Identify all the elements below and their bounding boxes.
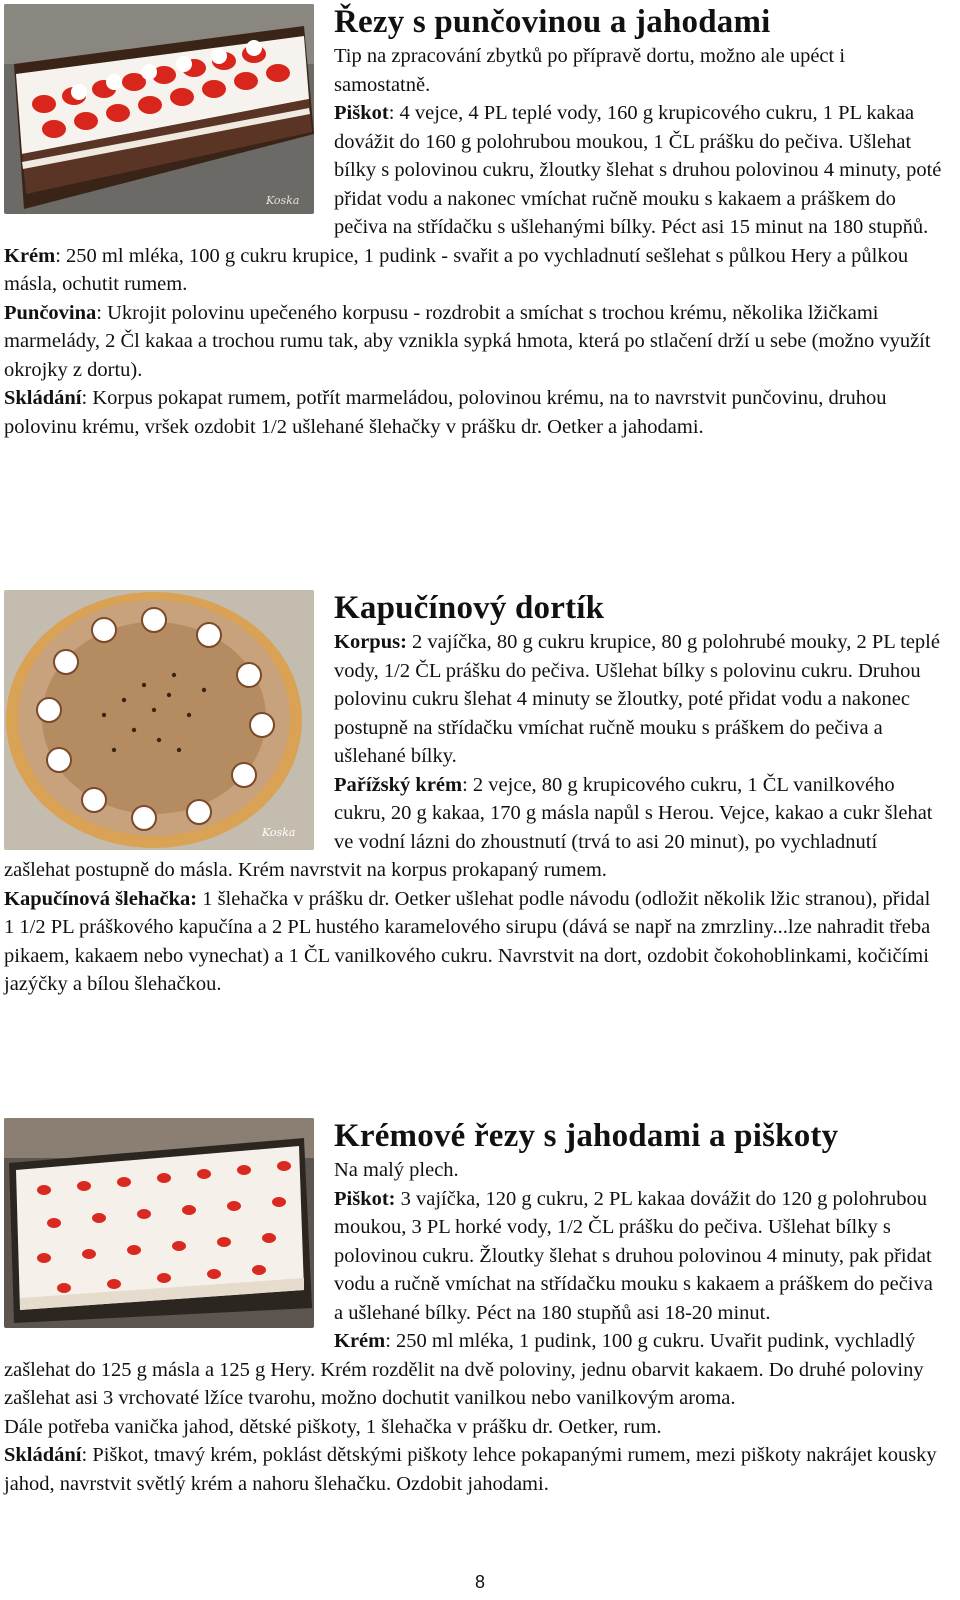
recipe-3-intro: Na malý plech. [334,1159,459,1181]
recipe-3-label-skladani: Skládání [4,1444,82,1466]
recipe-2-photo-signature: Koska [262,826,296,839]
recipe-2-text-kapucinova-slehacka: 1 šlehačka v prášku dr. Oetker ušlehat podle návodu (odložit několik lžic stranou), přidal 1 1/2 PL práškového kapučína a 2 PL hustého karamelového sirupu (dává se např na zmrzliny...lze nahradit třeba pikaem, kakaem nebo vynechat) a 1 ČL vanilkového cukru. Navrstvit na dort, ozdobit čokohoblinkami, kočičími jazýčky a bílou šlehačkou. [4,887,931,995]
recipe-2-title: Kapučínový dortík [334,590,605,626]
recipe-3-title: Krémové řezy s jahodami a piškoty [334,1118,839,1154]
recipe-1-text-piskot: : 4 vejce, 4 PL teplé vody, 160 g krupicového cukru, 1 PL kakaa dovážit do 160 g polohrubou moukou, 1 ČL prášku do pečiva. Ušlehat bílky s polovinou cukru, žloutky šlehat s druhou polovinou 4 minuty, poté přidat vodu a nakonec vmíchat ručně mouku s kakaem a práškem do pečiva na střídačku s ušlehanými bílky. Péct asi 15 minut na 180 stupňů. [334,102,942,238]
recipe-1-label-piskot: Piškot [334,102,389,124]
recipe-1-paragraph-puncovina [4,299,944,385]
recipe-3-label-krem: Krém [334,1330,386,1352]
recipe-3-paragraph-skladani [4,1441,944,1498]
recipe-1 [4,4,944,441]
recipe-1-label-krem: Krém [4,244,56,267]
recipe-3-text-skladani: : Piškot, tmavý krém, poklást dětskými piškoty lehce pokapanými rumem, mezi piškoty nakrájet kousky jahod, navrstvit světlý krém a nahoru šlehačku. Ozdobit jahodami. [4,1444,937,1495]
recipe-3-text-krem: : 250 ml mléka, 1 pudink, 100 g cukru. Uvařit pudink, vychladlý zašlehat do 125 g másla a 125 g Hery. Krém rozdělit na dvě poloviny, jednu obarvit kakaem. Do druhé poloviny zašlehat asi 3 vrchovaté lžíce tvarohu, možno dochutit vanilkou nebo vanilkovým aroma. [4,1330,924,1409]
recipe-2-photo [4,590,314,850]
recipe-1-text-krem: : 250 ml mléka, 100 g cukru krupice, 1 pudink - svařit a po vychladnutí sešlehat s půlkou Hery a půlkou másla, ochutit rumem. [4,244,909,295]
recipe-1-photo [4,4,314,214]
recipe-3 [4,1118,944,1498]
recipe-1-label-puncovina: Punčovina [4,301,97,324]
page-number: 8 [474,1572,485,1592]
recipe-3-text-piskot: 3 vajíčka, 120 g cukru, 2 PL kakaa dovážit do 120 g polohrubou moukou, 3 PL horké vody, 1/2 ČL prášku do pečiva. Ušlehat bílky s polovinou cukru. Žloutky šlehat s druhou polovinou 4 minuty, pak přidat vodu a ručně vmíchat na střídačku mouku s kakaem a práškem do pečiva a ušlehané bílky. Péct na 180 stupňů asi 18-20 minut. [334,1187,933,1324]
recipe-1-photo-signature: Koska [266,194,300,207]
recipe-3-paragraph-dale: Dále potřeba vanička jahod, dětské piškoty, 1 šlehačka v prášku dr. Oetker, rum. [4,1415,662,1438]
recipe-1-label-skladani: Skládání [4,387,82,409]
recipe-2-label-parizsky-krem: Pařížský krém [334,773,463,796]
recipe-2-text-parizsky-krem: : 2 vejce, 80 g krupicového cukru, 1 ČL vanilkového cukru, 20 g kakaa, 170 g másla napůl s Herou. Vejce, kakao a cukr šlehat ve vodní lázni do zhoustnutí (trvá to asi 20 minut), po vychladnutí zašlehat postupně do másla. Krém navrstvit na korpus prokapaný rumem. [4,773,933,881]
recipe-2-text-korpus: 2 vajíčka, 80 g cukru krupice, 80 g polohrubé mouky, 2 PL teplé vody, 1/2 ČL prášku do pečiva. Ušlehat bílky s polovinu cukru. Druhou polovinu cukru šlehat 4 minuty se žloutky, poté přidat vodu a nakonec postupně na střídačku vmíchat ručně mouku s práškem do pečiva a ušlehané bílky. [334,631,940,767]
recipe-1-intro: Tip na zpracování zbytků po přípravě dortu, možno ale upéct i samostatně. [334,45,846,96]
recipe-1-text-skladani: : Korpus pokapat rumem, potřít marmeládou, polovinou krému, na to navrstvit punčovinu, druhou polovinu krému, vršek ozdobit 1/2 ušlehané šlehačky v prášku dr. Oetker a jahodami. [4,387,887,438]
recipe-1-text-puncovina: : Ukrojit polovinu upečeného korpusu - rozdrobit a smíchat s trochou krému, několika lžičkami marmelády, 2 Čl kakaa a trochou rumu tak, aby vznikla sypká hmota, která po stlačení drží u sebe (možno využít okrojky z dortu). [4,301,931,381]
recipe-2-paragraph-kapucinova-slehacka [4,885,944,999]
recipe-3-label-piskot: Piškot: [334,1187,396,1210]
recipe-2-label-korpus: Korpus: [334,631,407,653]
recipe-3-photo [4,1118,314,1328]
recipe-2-label-kapucinova-slehacka: Kapučínová šlehačka: [4,887,198,910]
recipe-1-paragraph-krem [4,242,944,299]
recipe-1-paragraph-skladani [4,384,944,441]
recipe-2 [4,590,944,999]
recipe-3-paragraph-krem [4,1327,944,1413]
recipe-1-title: Řezy s punčovinou a jahodami [334,4,771,40]
